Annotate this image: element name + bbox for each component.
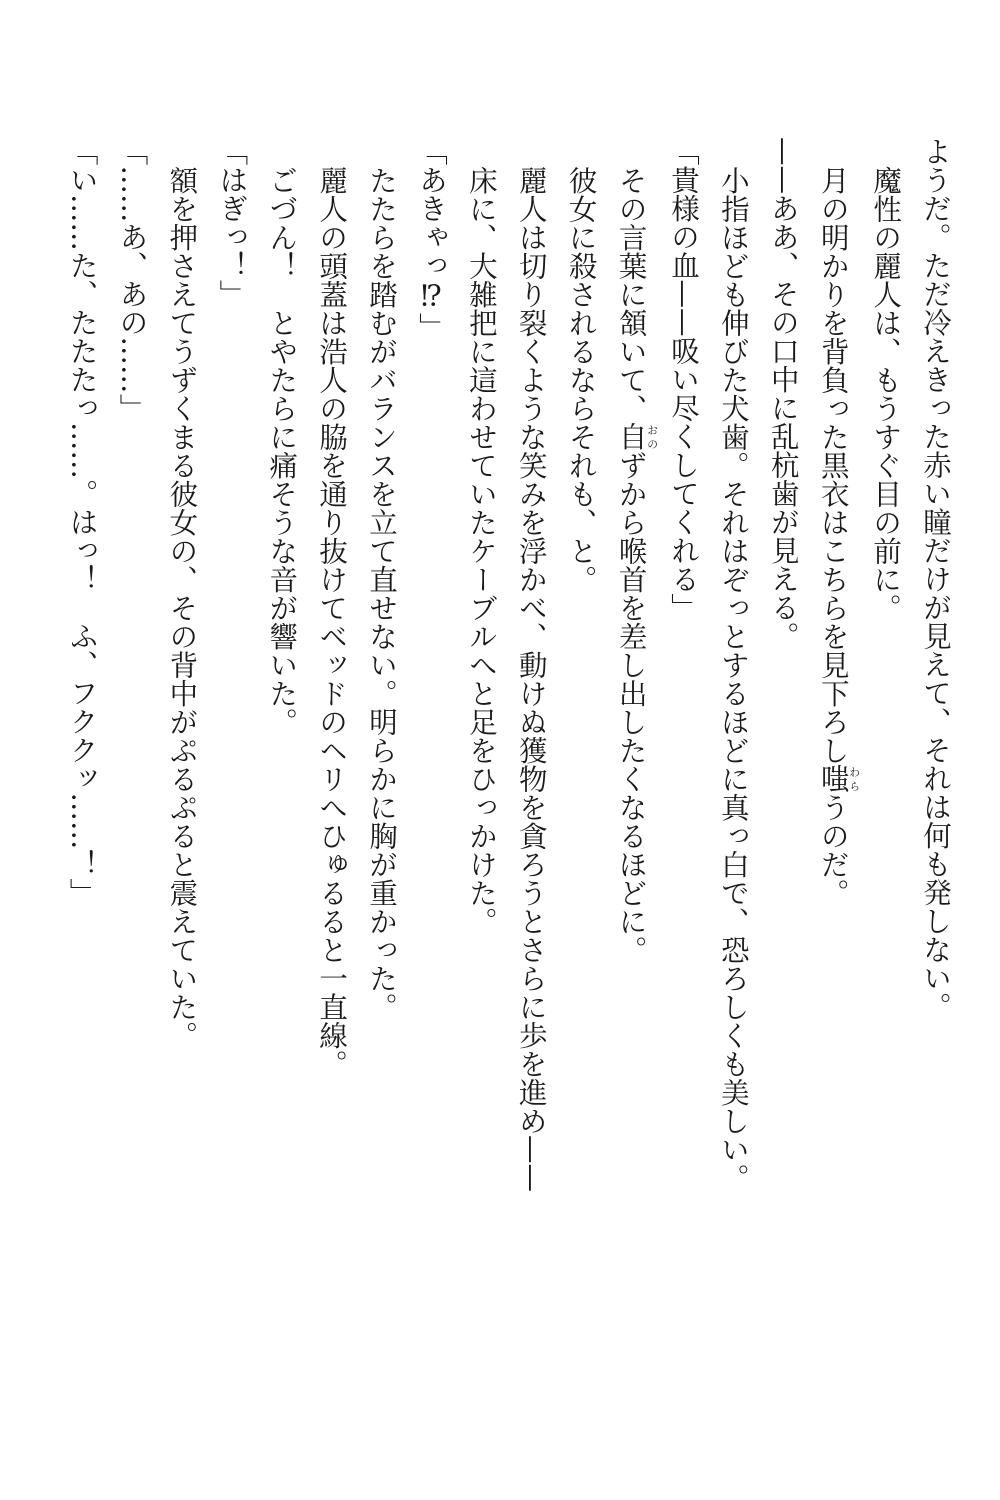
text-line: ——ああ、その口中に乱杭歯が見える。 (766, 137, 800, 650)
text-line: たたらを踏むがバランスを立て直せない。明らかに胸が重かった。 (365, 165, 399, 1021)
text-line: 麗人は切り裂くような笑みを浮かべ、動けぬ獲物を貪ろうとさらに歩を進め—— (514, 165, 548, 1192)
text-line: ようだ。ただ冷えきった赤い瞳だけが見えて、それは何も発しない。 (919, 137, 952, 1021)
text-line: 「貴様の血——吸い尽くしてくれる」 (666, 137, 700, 622)
text-line: 「い……た、たたたっ……。はっ！ ふ、フククッ……！」 (65, 137, 99, 907)
text-line: 「はぎっ！」 (215, 137, 249, 308)
text-line: ごづん！ とやたらに痛そうな音が響いた。 (265, 165, 299, 736)
text-line: 床に、大雑把に這わせていたケーブルへと足をひっかけた。 (464, 165, 498, 935)
text-line: 月の明かりを背負った黒衣はこちらを見下ろし嗤わらうのだ。 (816, 165, 861, 907)
text-line: 麗人の頭蓋は浩人の脇を通り抜けてベッドのヘリへひゅるると一直線。 (315, 165, 349, 1078)
text-line: 魔性の麗人は、もうすぐ目の前に。 (869, 165, 903, 622)
text-line: その言葉に頷いて、自おのずから喉首を差し出したくなるほどに。 (614, 165, 659, 964)
ruby-annotation: 嗤わら (816, 764, 861, 793)
ruby-annotation: 自おの (614, 422, 659, 451)
text-line: 「……あ、あの……」 (115, 137, 149, 422)
text-line: 「あきゃっ⁉」 (414, 137, 448, 341)
vertical-text-block (57, 137, 960, 1377)
text-line: 彼女に殺されるならそれも、と。 (564, 165, 598, 593)
text-line: 額を押さえてうずくまる彼女の、その背中がぷるぷると震えていた。 (165, 165, 199, 1049)
text-line: 小指ほども伸びた犬歯。それはぞっとするほどに真っ白で、恐ろしくも美しい。 (716, 165, 750, 1192)
